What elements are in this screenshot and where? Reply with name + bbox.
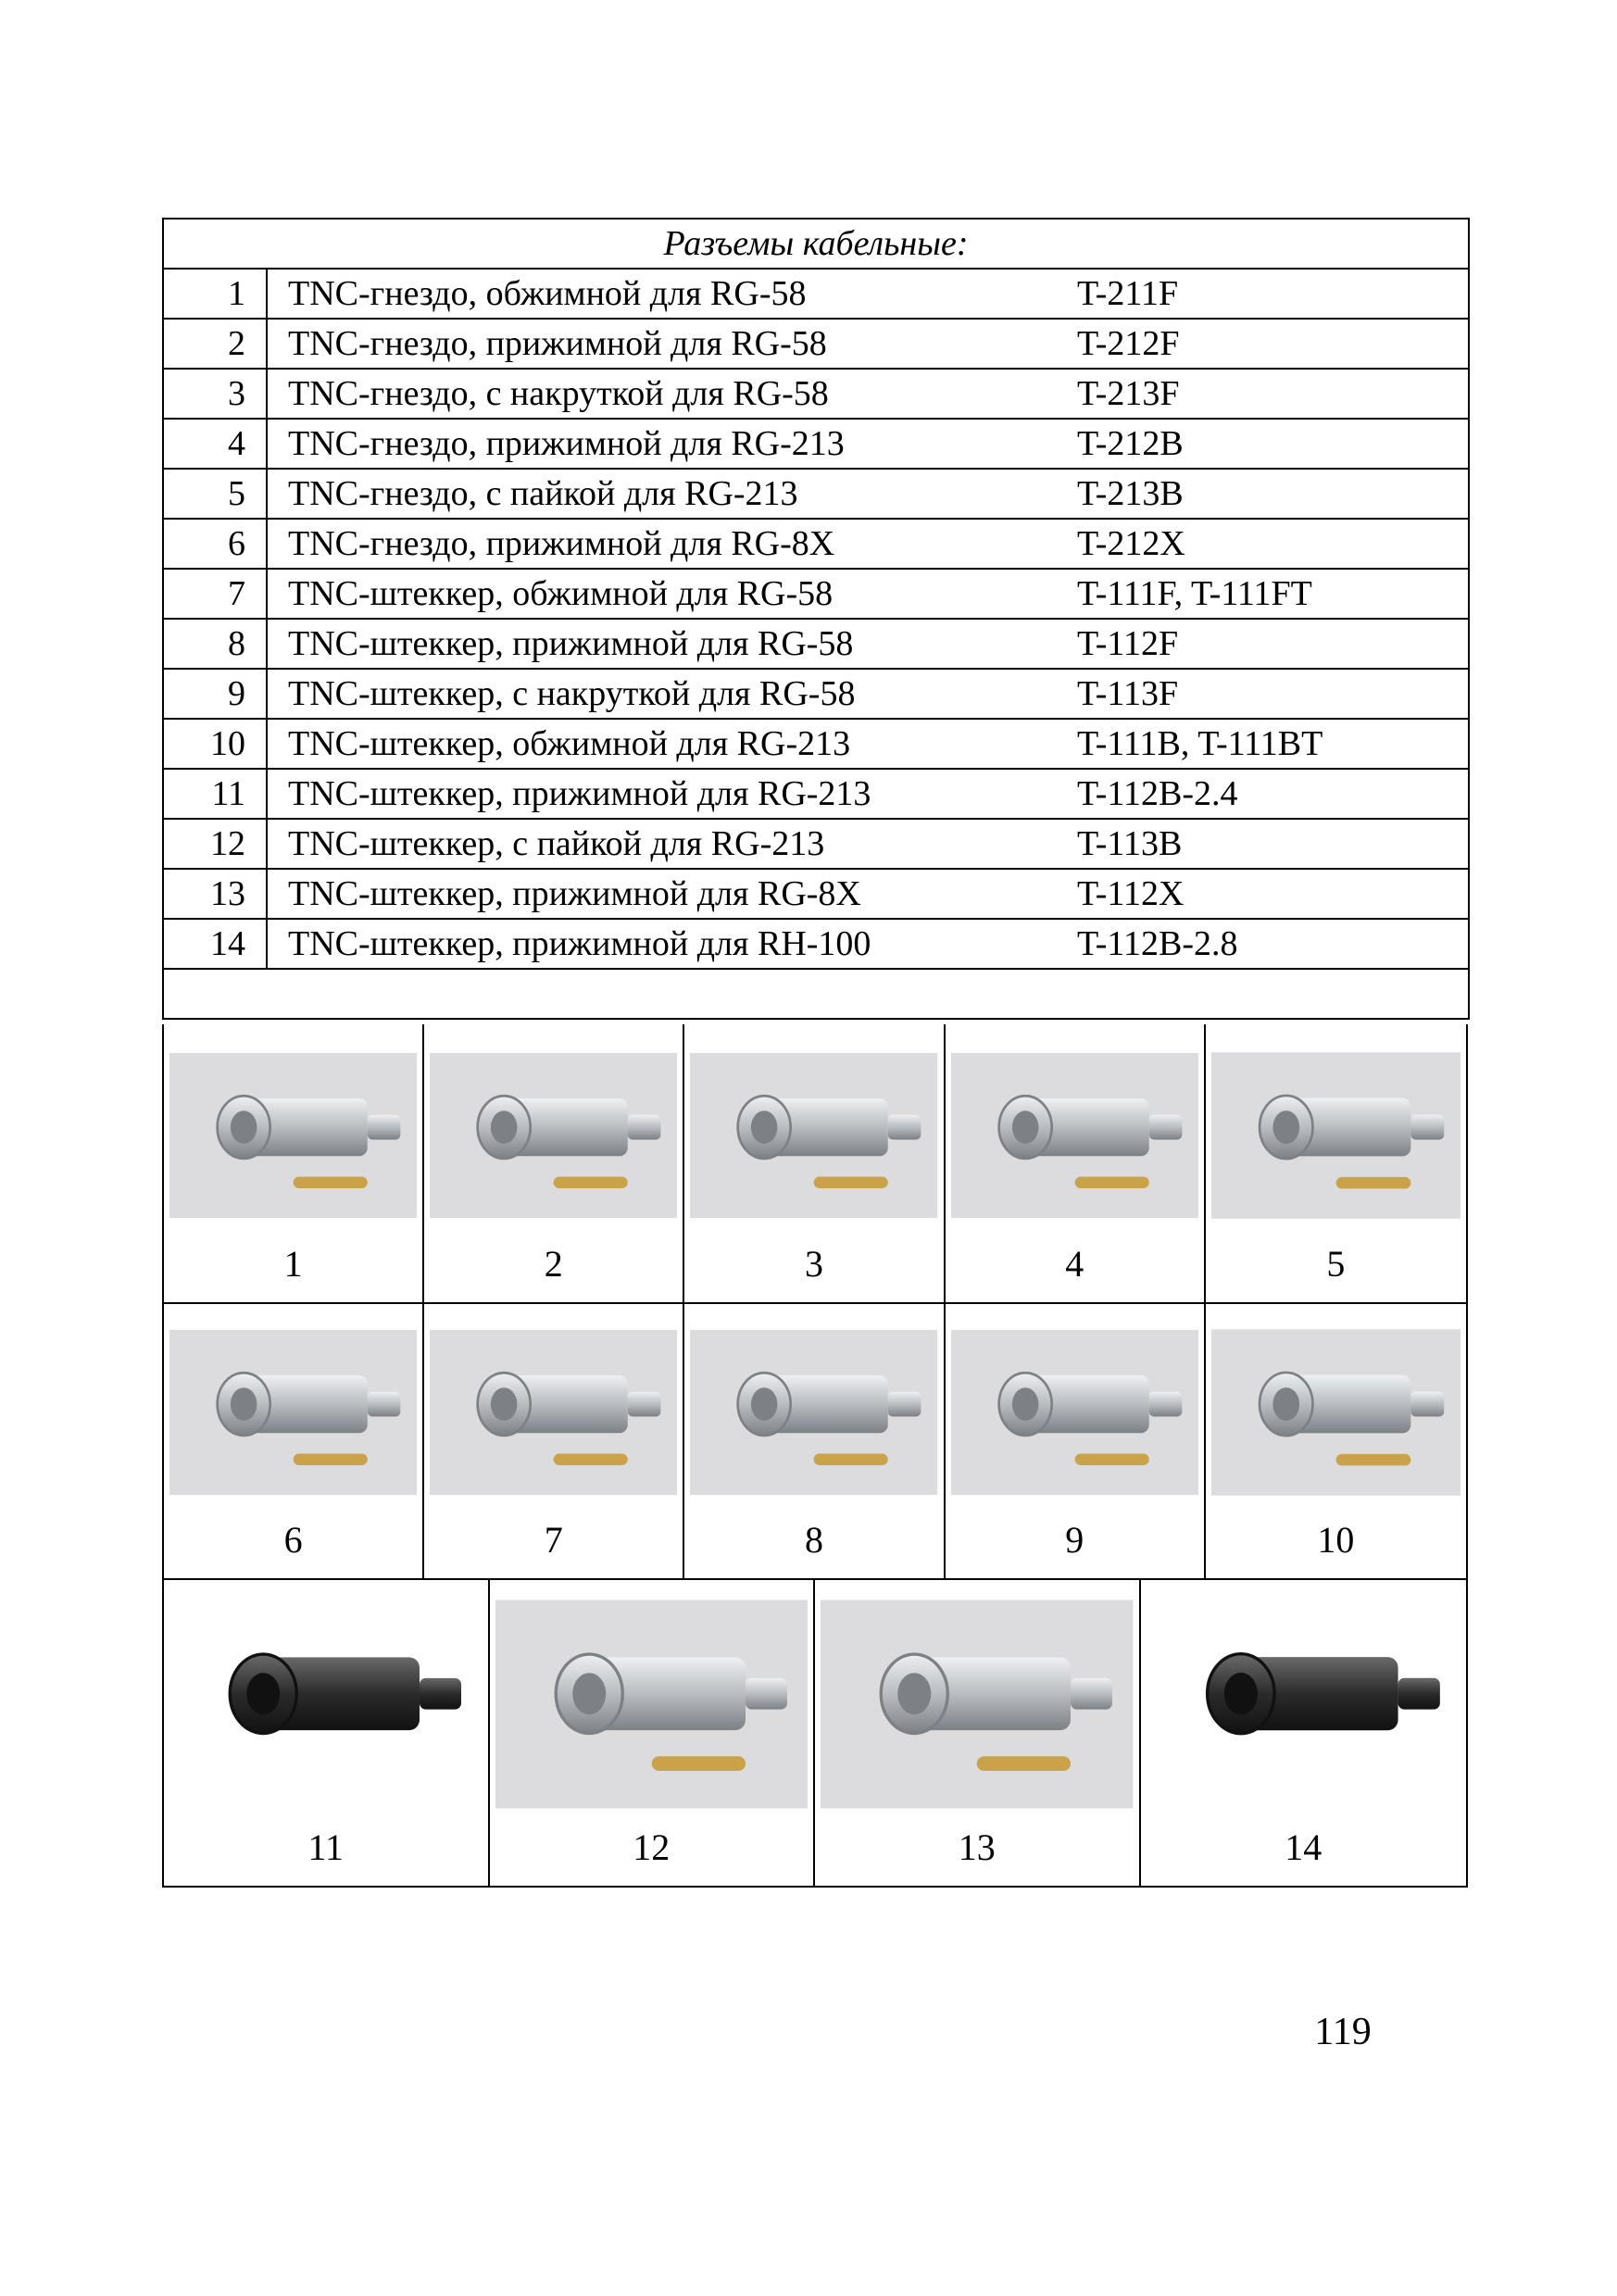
row-code: T-113B — [1077, 824, 1183, 863]
table-row — [163, 569, 1469, 619]
photo-cell — [815, 1578, 1141, 1886]
photo-cell — [490, 1578, 816, 1886]
table-row — [163, 269, 1469, 319]
table-title-row — [163, 219, 1469, 269]
row-number: 11 — [163, 769, 267, 819]
row-description: TNC-штеккер, обжимной для RG-213 — [288, 724, 851, 763]
photo-label: 3 — [805, 1243, 823, 1285]
connector-photo — [1211, 1308, 1460, 1517]
row-code: T-212F — [1077, 324, 1180, 363]
row-description-cell — [267, 519, 1469, 569]
row-description-cell — [267, 419, 1469, 469]
connector-photo — [1147, 1584, 1461, 1825]
photo-label: 6 — [283, 1519, 303, 1561]
row-description: TNC-штеккер, обжимной для RG-58 — [288, 574, 834, 613]
row-number: 5 — [163, 469, 267, 519]
row-number: 14 — [163, 919, 267, 969]
empty-cell — [163, 969, 1469, 1019]
row-description: TNC-штеккер, прижимной для RG-213 — [288, 774, 871, 813]
row-description-cell — [267, 919, 1469, 969]
table-row — [163, 419, 1469, 469]
row-number: 8 — [163, 619, 267, 669]
row-code: T-111B, T-111BT — [1077, 724, 1323, 763]
row-code: T-211F — [1077, 274, 1179, 313]
connector-photo — [821, 1584, 1134, 1825]
empty-row — [163, 969, 1469, 1019]
table-row — [163, 819, 1469, 869]
connector-photo — [690, 1030, 937, 1241]
photo-cell — [1206, 1302, 1466, 1578]
row-description: TNC-гнездо, прижимной для RG-8X — [288, 524, 835, 563]
row-code: T-113F — [1077, 674, 1179, 713]
photo-label: 1 — [283, 1243, 303, 1285]
row-number: 3 — [163, 369, 267, 419]
photo-label: 7 — [544, 1519, 563, 1561]
photo-label: 11 — [307, 1826, 344, 1868]
row-description: TNC-гнездо, прижимной для RG-58 — [288, 324, 827, 363]
row-description: TNC-гнездо, с накруткой для RG-58 — [288, 374, 829, 413]
row-description-cell — [267, 869, 1469, 919]
photo-row-2 — [162, 1302, 1468, 1580]
table-body — [163, 269, 1469, 969]
photo-cell — [164, 1024, 424, 1302]
photo-cell — [1206, 1024, 1466, 1302]
row-code: T-112B-2.8 — [1077, 924, 1238, 963]
row-description-cell — [267, 819, 1469, 869]
photo-cell — [1141, 1578, 1467, 1886]
row-description-cell — [267, 769, 1469, 819]
connector-photo — [169, 1584, 483, 1825]
table-row — [163, 769, 1469, 819]
table-row — [163, 369, 1469, 419]
row-description-cell — [267, 719, 1469, 769]
photo-row-1 — [162, 1024, 1468, 1304]
connector-photo — [1211, 1030, 1460, 1241]
row-code: T-112B-2.4 — [1077, 774, 1238, 813]
row-number: 2 — [163, 319, 267, 369]
row-description-cell — [267, 619, 1469, 669]
row-description-cell — [267, 369, 1469, 419]
row-description-cell — [267, 269, 1469, 319]
photo-label: 4 — [1065, 1243, 1084, 1285]
row-description-cell — [267, 469, 1469, 519]
connector-photo — [169, 1030, 417, 1241]
photo-cell — [946, 1024, 1206, 1302]
table-row — [163, 669, 1469, 719]
table-row — [163, 469, 1469, 519]
row-number: 12 — [163, 819, 267, 869]
row-number: 13 — [163, 869, 267, 919]
row-description-cell — [267, 319, 1469, 369]
table-row — [163, 519, 1469, 569]
row-code: T-212X — [1077, 524, 1185, 563]
row-code: T-213B — [1077, 474, 1184, 513]
row-code: T-112F — [1077, 624, 1179, 663]
photo-cell — [946, 1302, 1206, 1578]
connector-photo — [951, 1308, 1198, 1517]
connector-photo — [169, 1308, 417, 1517]
row-description-cell — [267, 569, 1469, 619]
table-title: Разъемы кабельные: — [163, 219, 1469, 269]
photo-label: 8 — [805, 1519, 823, 1561]
row-description: TNC-штеккер, прижимной для RH-100 — [288, 924, 871, 963]
photo-cell — [164, 1578, 490, 1886]
row-description-cell — [267, 669, 1469, 719]
row-number: 9 — [163, 669, 267, 719]
photo-label: 14 — [1285, 1826, 1322, 1868]
photo-cell — [684, 1024, 945, 1302]
row-code: T-111F, T-111FT — [1077, 574, 1312, 613]
photo-label: 9 — [1065, 1519, 1084, 1561]
row-description: TNC-штеккер, прижимной для RG-58 — [288, 624, 854, 663]
connector-photo — [430, 1308, 677, 1517]
row-code: T-212B — [1077, 424, 1184, 463]
connector-photo — [690, 1308, 937, 1517]
photo-cell — [164, 1302, 424, 1578]
table-row — [163, 719, 1469, 769]
row-number: 7 — [163, 569, 267, 619]
row-description: TNC-штеккер, с пайкой для RG-213 — [288, 824, 825, 863]
photo-label: 2 — [544, 1243, 563, 1285]
photo-row-3 — [162, 1578, 1468, 1888]
photo-label: 10 — [1317, 1519, 1355, 1561]
row-description: TNC-штеккер, прижимной для RG-8X — [288, 874, 861, 913]
row-number: 10 — [163, 719, 267, 769]
photo-cell — [424, 1302, 684, 1578]
connector-photo — [430, 1030, 677, 1241]
connector-photo — [951, 1030, 1198, 1241]
photo-label: 13 — [958, 1826, 996, 1868]
row-number: 1 — [163, 269, 267, 319]
photo-label: 12 — [633, 1826, 671, 1868]
row-number: 4 — [163, 419, 267, 469]
row-code: T-213F — [1077, 374, 1180, 413]
page-number: 119 — [1314, 2011, 1372, 2053]
table-row — [163, 869, 1469, 919]
table-row — [163, 319, 1469, 369]
row-description: TNC-гнездо, обжимной для RG-58 — [288, 274, 807, 313]
photo-cell — [684, 1302, 945, 1578]
table-row — [163, 919, 1469, 969]
photo-cell — [424, 1024, 684, 1302]
row-code: T-112X — [1077, 874, 1185, 913]
photo-label: 5 — [1326, 1243, 1346, 1285]
row-description: TNC-гнездо, прижимной для RG-213 — [288, 424, 845, 463]
row-number: 6 — [163, 519, 267, 569]
row-description: TNC-штеккер, с накруткой для RG-58 — [288, 674, 856, 713]
row-description: TNC-гнездо, с пайкой для RG-213 — [288, 474, 798, 513]
connector-photo — [495, 1584, 808, 1825]
connectors-table — [162, 218, 1470, 1020]
table-row — [163, 619, 1469, 669]
